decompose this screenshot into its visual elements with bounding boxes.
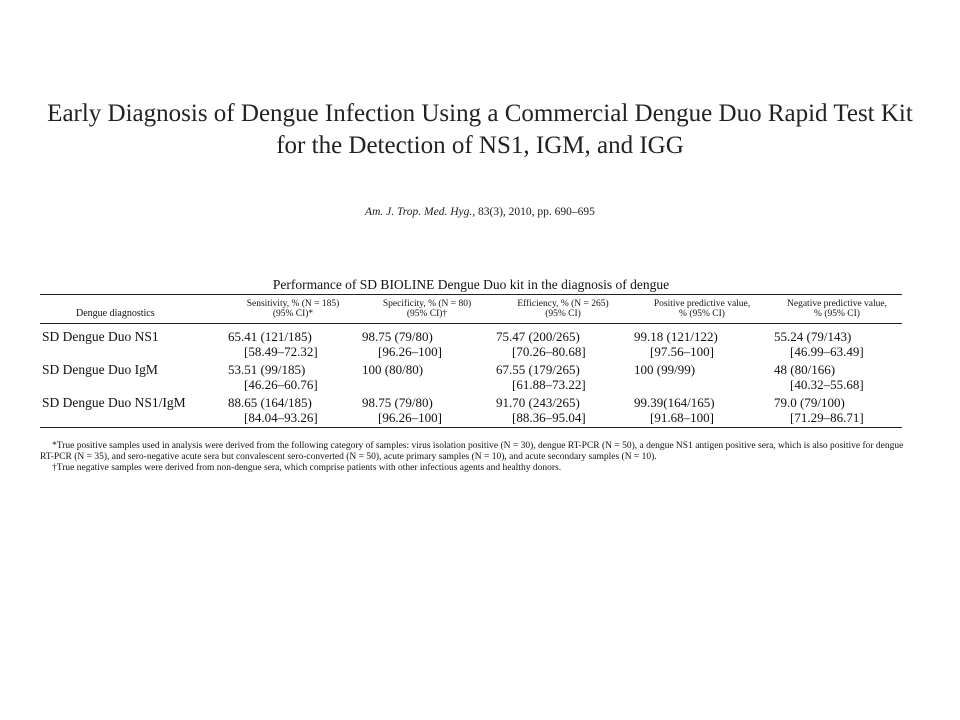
cell-value: 98.75 (79/80) <box>362 395 433 410</box>
confidence-interval: [96.26–100] <box>378 344 442 359</box>
confidence-interval: [70.26–80.68] <box>512 344 586 359</box>
header-specificity: Specificity, % (N = 80) (95% CI)† <box>360 295 494 324</box>
confidence-interval: [97.56–100] <box>650 344 714 359</box>
cell-ppv <box>632 359 772 392</box>
cell-value: 79.0 (79/100) <box>774 395 845 410</box>
cell-sensitivity <box>226 359 360 392</box>
confidence-interval: [46.26–60.76] <box>244 377 318 392</box>
confidence-interval: [96.26–100] <box>378 410 442 425</box>
table-row-ns1-igm <box>40 392 902 428</box>
confidence-interval: [40.32–55.68] <box>790 377 864 392</box>
cell-value: 67.55 (179/265) <box>496 362 580 377</box>
cell-value: 53.51 (99/185) <box>228 362 306 377</box>
row-label: SD Dengue Duo NS1 <box>42 329 159 344</box>
header-dengue-diagnostics: Dengue diagnostics <box>40 295 226 324</box>
slide-title-line-2: for the Detection of NS1, IGM, and IGG <box>276 132 684 159</box>
footnote-true-negative: †True negative samples were derived from non-dengue sera, which comprise patients with other infectious agents and healthy donors. <box>52 463 562 473</box>
citation-journal: Am. J. Trop. Med. Hyg., <box>365 206 476 218</box>
header-efficiency: Efficiency, % (N = 265) (95% CI) <box>494 295 632 324</box>
cell-efficiency <box>494 392 632 428</box>
table-header-row <box>40 295 902 324</box>
citation <box>0 206 960 218</box>
row-label: SD Dengue Duo NS1/IgM <box>40 392 226 428</box>
confidence-interval: [91.68–100] <box>650 410 714 425</box>
citation-details: 83(3), 2010, pp. 690–695 <box>475 206 595 218</box>
cell-value: 99.39(164/165) <box>634 395 715 410</box>
cell-efficiency <box>494 324 632 360</box>
header-sensitivity: Sensitivity, % (N = 185) (95% CI)* <box>226 295 360 324</box>
header-ppv: Positive predictive value, % (95% CI) <box>632 295 772 324</box>
cell-value: 75.47 (200/265) <box>496 329 580 344</box>
cell-value: 100 (80/80) <box>362 362 424 377</box>
cell-specificity <box>360 392 494 428</box>
cell-value: 48 (80/166) <box>774 362 836 377</box>
cell-value: 99.18 (121/122) <box>634 329 718 344</box>
cell-value: 98.75 (79/80) <box>362 329 433 344</box>
confidence-interval: [71.29–86.71] <box>790 410 864 425</box>
table-row-igm <box>40 359 902 392</box>
cell-value: 100 (99/99) <box>634 362 696 377</box>
confidence-interval: [84.04–93.26] <box>244 410 318 425</box>
confidence-interval: [58.49–72.32] <box>244 344 318 359</box>
confidence-interval: [88.36–95.04] <box>512 410 586 425</box>
table-row-ns1 <box>40 324 902 360</box>
cell-ppv <box>632 324 772 360</box>
cell-specificity <box>360 324 494 360</box>
results-table <box>40 294 902 428</box>
row-label: SD Dengue Duo IgM <box>42 362 158 377</box>
cell-specificity <box>360 359 494 392</box>
confidence-interval: [61.88–73.22] <box>512 377 586 392</box>
cell-ppv <box>632 392 772 428</box>
header-npv: Negative predictive value, % (95% CI) <box>772 295 902 324</box>
table-footnotes <box>40 441 906 474</box>
cell-sensitivity <box>226 324 360 360</box>
table-caption: Performance of SD BIOLINE Dengue Duo kit in the diagnosis of dengue <box>272 277 670 292</box>
cell-value: 55.24 (79/143) <box>774 329 852 344</box>
cell-efficiency <box>494 359 632 392</box>
footnote-true-positive: *True positive samples used in analysis were derived from the following category of samples: virus isolation positive (N = 30), dengue RT-PCR (N = 50), a dengue NS1 antigen positive sera, which is also positive for dengue RT-PCR (N = 35), and sero-negative acute sera but convalescent sero-converted (N = 50), acute primary samples (N = 10), and acute secondary samples (N = 10). <box>40 441 904 462</box>
confidence-interval: [46.99–63.49] <box>790 344 864 359</box>
slide-title <box>0 98 960 162</box>
cell-value: 88.65 (164/185) <box>228 395 312 410</box>
cell-value: 65.41 (121/185) <box>228 329 312 344</box>
slide-title-line-1: Early Diagnosis of Dengue Infection Using a Commercial Dengue Duo Rapid Test Kit <box>47 100 913 127</box>
cell-sensitivity <box>226 392 360 428</box>
cell-value: 91.70 (243/265) <box>496 395 580 410</box>
cell-npv <box>772 392 902 428</box>
cell-npv <box>772 324 902 360</box>
cell-npv <box>772 359 902 392</box>
